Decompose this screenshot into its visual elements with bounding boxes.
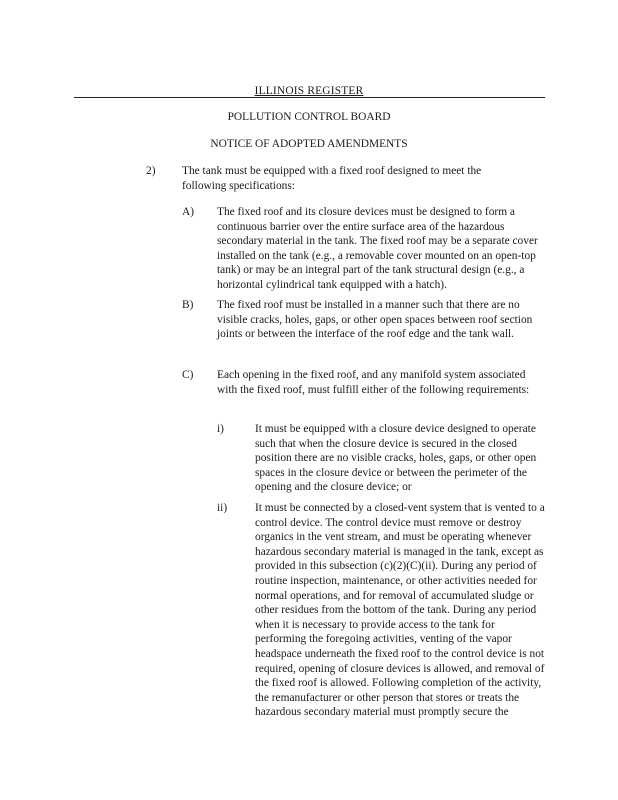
item-A-number: A) bbox=[182, 206, 195, 218]
header-rule bbox=[74, 97, 545, 98]
item-ii-number: ii) bbox=[217, 502, 228, 514]
item-2-text: The tank must be equipped with a fixed roof designed to meet the following specifications: bbox=[182, 165, 482, 192]
item-i-text: It must be equipped with a closure device designed to operate such that when the closure device is secured in the closed position there are no visible cracks, holes, gaps, or other open spaces in the closure device or between the perimeter of the opening and the closure device; or bbox=[255, 423, 537, 494]
item-A-text: The fixed roof and its closure devices must be designed to form a continuous barrier over the entire surface area of the hazardous secondary material in the tank. The fixed roof may be a separate cover installed on the tank (e.g., a removable cover mounted on an open-top tank) or may be an integral part of the tank structural design (e.g., a horizontal cylindrical tank equipped with a hatch). bbox=[217, 206, 538, 291]
item-2-number: 2) bbox=[146, 165, 156, 177]
board-name: POLLUTION CONTROL BOARD bbox=[227, 111, 391, 123]
register-title: ILLINOIS REGISTER bbox=[254, 85, 364, 97]
item-ii-text: It must be connected by a closed-vent system that is vented to a control device. The control device must remove or destroy organics in the vent stream, and must be operating whenever hazardous secondary material is managed in the tank, except as provided in this subsection (c)(2)(C)(ii). During any period of routine inspection, maintenance, or other activities needed for normal operations, and for removal of accumulated sludge or other residues from the bottom of the tank. During any period when it is necessary to provide access to the tank for performing the foregoing activities, venting of the vapor headspace underneath the fixed roof to the control device is not required, opening of closure devices is allowed, and removal of the fixed roof is allowed. Following completion of the activity, the remanufacturer or other person that stores or treats the hazardous secondary material must promptly secure the bbox=[255, 502, 545, 719]
item-B-number: B) bbox=[182, 299, 194, 311]
item-C-number: C) bbox=[182, 369, 194, 381]
item-B-text: The fixed roof must be installed in a manner such that there are no visible cracks, holes, gaps, or other open spaces between roof section joints or between the interface of the roof edge and the tank wall. bbox=[217, 299, 533, 341]
item-C-text: Each opening in the fixed roof, and any manifold system associated with the fixed roof, must fulfill either of the following requirements: bbox=[217, 369, 530, 396]
notice-title: NOTICE OF ADOPTED AMENDMENTS bbox=[210, 138, 408, 150]
item-i-number: i) bbox=[217, 423, 224, 435]
